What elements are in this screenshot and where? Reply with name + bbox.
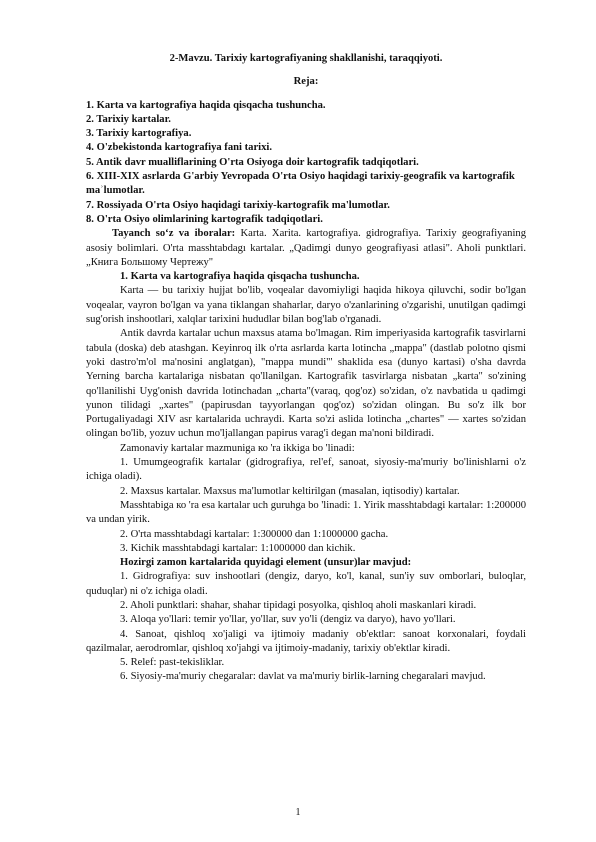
keywords-label: Tayanch so‘z va iboralar: bbox=[112, 228, 236, 240]
element-item: 5. Relef: past-tekisliklar. bbox=[120, 657, 225, 669]
body-paragraph: 1. Umumgeografik kartalar (gidrografiya, rel'ef, sanoat, siyosiy-ma'muriy bo'linishlarni o'z ichiga oladi). bbox=[86, 457, 526, 483]
document-page bbox=[86, 52, 526, 685]
body-paragraph: Masshtabiga ко 'ra esa kartalar uch guruhga bo 'linadi: 1. Yirik masshtabdagi kartalar: 1:200000 va undan yirik. bbox=[86, 499, 526, 526]
plan-item: 5. Antik davr mualliflarining O'rta Osiyoga doir kartografik tadqiqotlari. bbox=[86, 156, 419, 168]
plan-item: 4. O'zbekistonda kartografiya fani tarixi. bbox=[86, 142, 272, 154]
plan-item: 2. Tarixiy kartalar. bbox=[86, 113, 171, 125]
element-item: 1. Gidrografiya: suv inshootlari (dengiz, daryo, ko'l, kanal, sun'iy suv omborlari, buloqlar, quduqlar) ni o'z ichiga oladi. bbox=[86, 571, 526, 597]
body-paragraph: Karta — bu tarixiy hujjat bo'lib, voqealar davomiyligi haqida hikoya qiluvchi, sodir bo'lgan voqealar, vayron bo'lgan va yana tiklangan shaharlar, daryo o'zanlarining o'zgarishi, unutilgan qadimgi sug'orish inshootlari, xalqlar tarixini hududlar bilan bog'lab o'rganadi. bbox=[86, 285, 526, 326]
body-paragraph: Zamonaviy kartalar mazmuniga ко 'ra ikkiga bo 'linadi: bbox=[120, 442, 355, 454]
element-item: 2. Aholi punktlari: shahar, shahar tipidagi posyolka, qishloq aholi maskanlari kiradi. bbox=[120, 599, 477, 611]
plan-list bbox=[86, 99, 526, 228]
plan-item: 8. O'rta Osiyo olimlarining kartografik tadqiqotlari. bbox=[86, 213, 323, 225]
plan-heading: Reja: bbox=[293, 76, 319, 88]
element-item: 4. Sanoat, qishloq xo'jaligi va ijtimoiy madaniy ob'ektlar: sanoat korxonalari, foydali qazilmalar, aerodromlar, qishloq xo'jahgi va ijtimoiy-madaniy, tarixiy ob'ektlar kiradi. bbox=[86, 628, 526, 654]
page-number: 1 bbox=[295, 807, 301, 818]
body-paragraph: 2. O'rta masshtabdagi kartalar: 1:300000 dan 1:1000000 gacha. bbox=[120, 528, 389, 540]
body-paragraph: 3. Kichik masshtabdagi kartalar: 1:1000000 dan kichik. bbox=[120, 542, 356, 554]
element-item: 6. Siyosiy-ma'muriy chegaralar: davlat va ma'muriy birlik-larning chegaralari mavjud. bbox=[120, 671, 486, 683]
section-heading: Hozirgi zamon kartalarida quyidagi element (unsur)lar mavjud: bbox=[120, 557, 412, 569]
body-paragraph: Antik davrda kartalar uchun maxsus atama bo'lmagan. Rim imperiyasida kartografik tasvirlarni tabula (doska) deb atashgan. Keyinroq ilk o'rta asrlarda karta lotincha „mappa" (dastlab polotno qismi yoki dastro'm'ol ma'nosini anglatgan), "mappa mundi"' shaklida esa (dunyo kartasi) o'sha davrda Yerning barcha kartalariga nisbatan qo'llanilgan. Kartografik tasvirlarga nisbatan „karta" so'zining qo'llanilishi Uyg'onish davrida lotinchadan „charta"(varaq, qog'oz) so'zidan, o'z navbatida u qadimgi yunon tilidagi „xartes" (papirusdan tayyorlangan qog'oz) so'zidan olingan. Bu so'z ilk bor Portugaliyadagi XIV asr kartalarida uchraydi. Karta so'zi aslida lotincha „chartes" — xartes so'zidan olingan bo'lib, yozuv uchun mo'ljallangan papirus varag'i degan ma'noni bildiradi. bbox=[86, 328, 526, 440]
plan-item: 3. Tarixiy kartografiya. bbox=[86, 128, 192, 140]
plan-item: 6. XIII-XIX asrlarda G'arbiy Yevropada O'rta Osiyo haqidagi tarixiy-geografik va kartografik maʾlumotlar. bbox=[86, 171, 515, 197]
plan-item: 1. Karta va kartografiya haqida qisqacha tushuncha. bbox=[86, 99, 326, 111]
body-paragraph: 2. Maxsus kartalar. Maxsus ma'lumotlar keltirilgan (masalan, iqtisodiy) kartalar. bbox=[120, 485, 460, 497]
page-title: 2-Mavzu. Tarixiy kartografiyaning shakllanishi, taraqqiyoti. bbox=[169, 53, 443, 64]
section-heading: 1. Karta va kartografiya haqida qisqacha tushuncha. bbox=[120, 271, 360, 283]
keywords-paragraph bbox=[86, 227, 526, 270]
plan-item: 7. Rossiyada O'rta Osiyo haqidagi tarixiy-kartografik ma'lumotlar. bbox=[86, 199, 390, 211]
keywords-text: Karta. Xarita. kartografiya. gidrografiya. Tarixiy geografiyaning asosiy bolimlari. O'rta masshtabdagı kartalar. „Qadimgi dunyo geografiyasi atlasi". Aholi punktlari. „Книга Большому Чертежу" bbox=[86, 228, 526, 268]
element-item: 3. Aloqa yo'llari: temir yo'llar, yo'llar, suv yo'li (dengiz va daryo), havo yo'llari. bbox=[120, 614, 456, 626]
